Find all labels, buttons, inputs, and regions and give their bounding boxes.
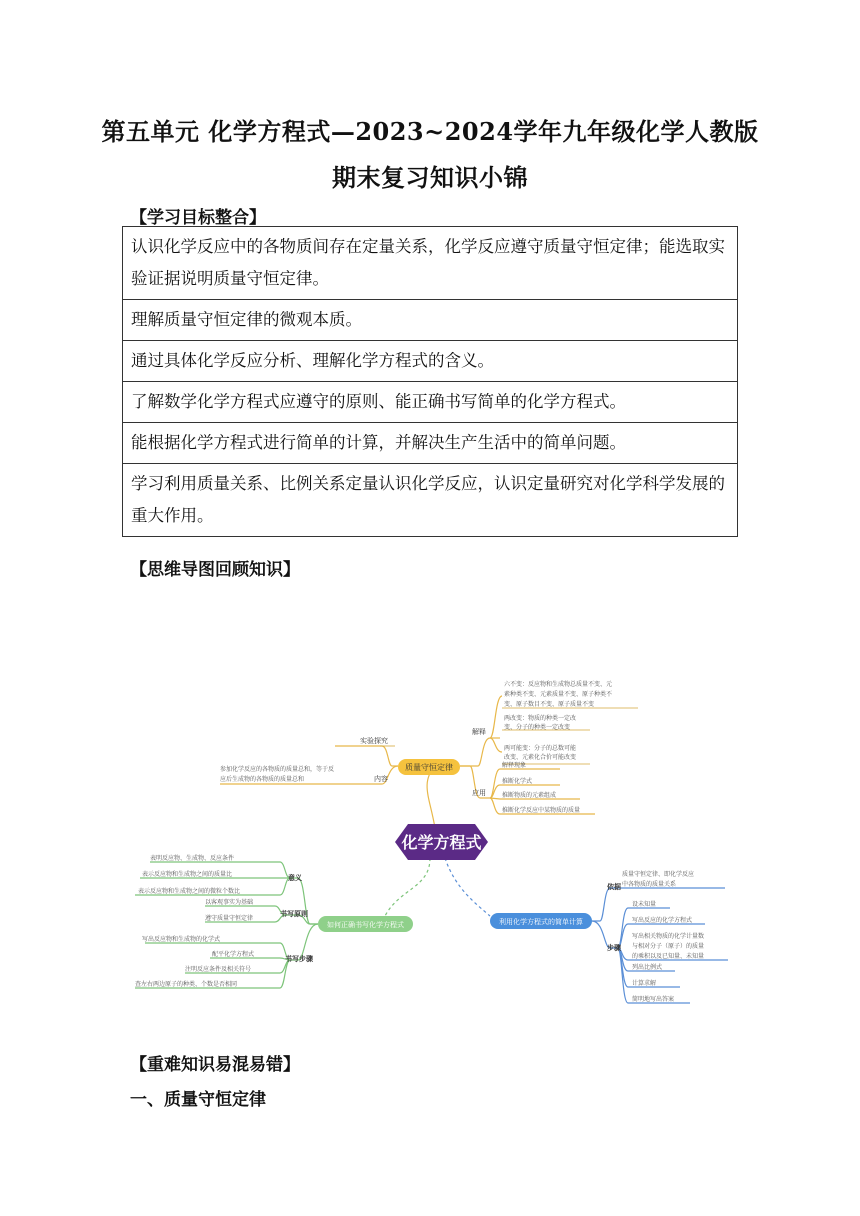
yuanze-item: 遵守质量守恒定律 bbox=[205, 915, 254, 922]
liangbubian-line: 两改变：物质的种类一定改 bbox=[504, 715, 577, 722]
liangkeneng-line: 改变、元素化合价可能改变 bbox=[504, 754, 577, 761]
calc-step: 写出反应的化学方程式 bbox=[632, 917, 693, 924]
yingyong-label: 应用 bbox=[472, 789, 486, 797]
yiyi-item: 表明反应物、生成物、反应条件 bbox=[150, 855, 235, 862]
goal-cell: 通过具体化学反应分析、理解化学方程式的含义。 bbox=[123, 341, 738, 382]
table-row bbox=[123, 300, 738, 341]
yiyi-label: 意义 bbox=[288, 874, 302, 882]
jieshi-label: 解释 bbox=[472, 728, 486, 736]
goal-cell: 能根据化学方程式进行简单的计算，并解决生产生活中的简单问题。 bbox=[123, 423, 738, 464]
table-row bbox=[123, 464, 738, 537]
yiju-text: 中各物质的质量关系 bbox=[622, 881, 677, 888]
calc-step: 与相对分子（原子）的质量 bbox=[632, 943, 705, 950]
neirong-text: 参加化学反应的各物质的质量总和，等于反 bbox=[220, 766, 335, 773]
buzhou-label: 书写步骤 bbox=[285, 955, 313, 963]
calc-label: 利用化学方程式的简单计算 bbox=[499, 918, 583, 926]
buzhou-item: 查左右两边原子的种类、个数是否相同 bbox=[135, 981, 238, 988]
goal-cell: 了解数学化学方程式应遵守的原则、能正确书写简单的化学方程式。 bbox=[123, 382, 738, 423]
goal-cell: 学习利用质量关系、比例关系定量认识化学反应，认识定量研究对化学科学发展的重大作用。 bbox=[123, 464, 738, 537]
section-errors-heading: 【重难知识易混易错】 bbox=[130, 1055, 300, 1075]
calc-step: 计算求解 bbox=[632, 980, 657, 987]
buzhou-item: 注明反应条件及相关符号 bbox=[185, 966, 252, 973]
calc-step: 列出比例式 bbox=[632, 964, 663, 971]
yiyi-item: 表示反应物和生成物之间的质量比 bbox=[142, 871, 233, 878]
buzhou-item: 配平化学方程式 bbox=[212, 951, 255, 958]
liububian-line: 素种类不变、元素质量不变、原子种类不 bbox=[504, 691, 613, 698]
center-node bbox=[395, 824, 488, 860]
writing-label: 如何正确书写化学方程式 bbox=[327, 921, 404, 929]
yiju-label: 依据 bbox=[607, 883, 621, 891]
table-row bbox=[123, 423, 738, 464]
center-label: 化学方程式 bbox=[401, 833, 482, 852]
goals-table bbox=[122, 226, 738, 537]
section-mindmap-heading: 【思维导图回顾知识】 bbox=[130, 560, 300, 580]
section-goals-heading: 【学习目标整合】 bbox=[130, 208, 266, 228]
neirong-text: 应后生成物的各物质的质量总和 bbox=[220, 776, 305, 783]
table-row bbox=[123, 341, 738, 382]
app-item: 解释现象 bbox=[502, 762, 527, 769]
liububian-line: 变、原子数目不变、原子质量不变 bbox=[504, 701, 595, 708]
yuanze-item: 以客观事实为基础 bbox=[205, 899, 254, 906]
app-item: 推断化学反应中某物质的质量 bbox=[502, 807, 581, 814]
liangkeneng-line: 两可能变：分子的总数可能 bbox=[504, 745, 577, 752]
yiju-text: 质量守恒定律、即化学反应 bbox=[622, 871, 695, 878]
liangbubian-line: 变、分子的种类一定改变 bbox=[504, 724, 571, 731]
shiyan-label: 实验探究 bbox=[360, 737, 388, 745]
title-line-1: 第五单元 化学方程式—2023~2024学年九年级化学人教版 bbox=[101, 117, 759, 146]
calc-step: 简明地写出答案 bbox=[632, 996, 675, 1003]
mass-law-label: 质量守恒定律 bbox=[405, 763, 453, 772]
calc-buzhou-label: 步骤 bbox=[607, 944, 621, 952]
yuanze-label: 书写原则 bbox=[280, 910, 308, 918]
title-line-2: 期末复习知识小锦 bbox=[332, 163, 528, 192]
buzhou-item: 写出反应物和生成物的化学式 bbox=[142, 936, 221, 943]
calc-step: 设未知量 bbox=[632, 901, 657, 908]
goal-cell: 认识化学反应中的各物质间存在定量关系，化学反应遵守质量守恒定律；能选取实验证据说明质量守恒定律。 bbox=[123, 227, 738, 300]
liububian-line: 六不变：反应物和生成物总质量不变、元 bbox=[504, 681, 613, 688]
neirong-label: 内容 bbox=[374, 775, 388, 783]
app-item: 推断化学式 bbox=[502, 778, 533, 785]
app-item: 推断物质的元素组成 bbox=[502, 792, 557, 799]
table-row bbox=[123, 382, 738, 423]
table-row bbox=[123, 227, 738, 300]
calc-step: 的乘积以及已知量、未知量 bbox=[632, 953, 705, 960]
yiyi-item: 表示反应物和生成物之间的微粒个数比 bbox=[138, 888, 241, 895]
goal-cell: 理解质量守恒定律的微观本质。 bbox=[123, 300, 738, 341]
calc-step: 写出相关物质的化学计量数 bbox=[632, 933, 705, 940]
mind-map bbox=[130, 668, 740, 1008]
subsection-1-heading: 一、质量守恒定律 bbox=[130, 1090, 266, 1110]
